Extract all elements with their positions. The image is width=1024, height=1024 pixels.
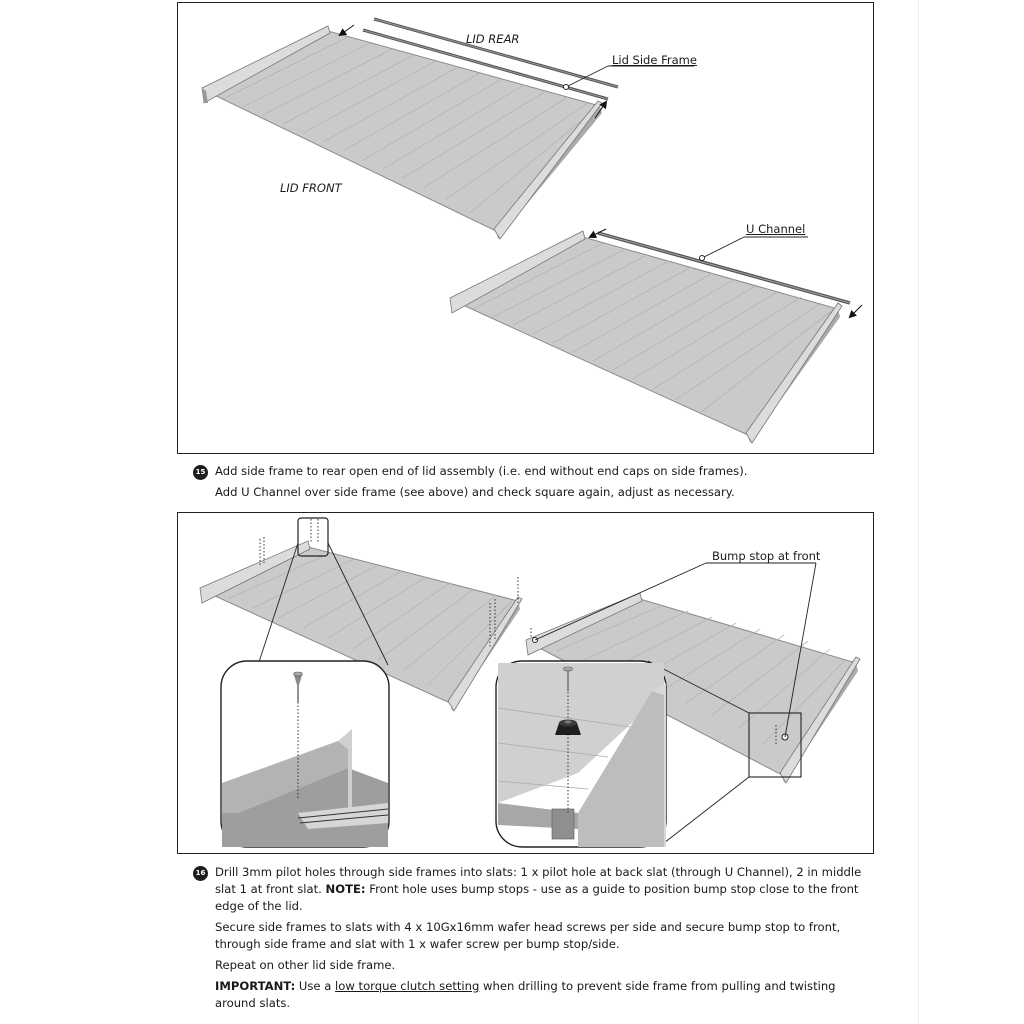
step-number-badge: 16 <box>193 866 208 881</box>
lid-panel-lower <box>450 231 842 443</box>
step-16-illustration <box>177 512 874 854</box>
pilot-hole-drawing <box>178 513 873 853</box>
step-16-p4-text: Use a <box>295 979 336 993</box>
clutch-setting-underlined: low torque clutch setting <box>335 979 480 993</box>
step-15-line-2: Add U Channel over side frame (see above) and check square again, adjust as necessary. <box>215 485 735 499</box>
lid-panel-upper <box>202 26 602 239</box>
important-label: IMPORTANT: <box>215 979 296 993</box>
step-15-instructions <box>215 463 895 501</box>
step-16-paragraph-2: Secure side frames to slats with 4 x 10Gx16mm wafer head screws per side and secure bump stop to front, through side frame and slat with 1 x wafer screw per bump stop/side. <box>215 920 841 951</box>
step-15-line-1: Add side frame to rear open end of lid assembly (i.e. end without end caps on side frames). <box>215 464 748 478</box>
note-label: NOTE: <box>325 882 366 896</box>
step-16-paragraph-3: Repeat on other lid side frame. <box>215 958 396 972</box>
page-edge-line <box>918 0 919 1024</box>
step-16-instructions <box>215 864 875 1012</box>
step-16-paragraph-1 <box>215 864 875 915</box>
step-number-badge: 15 <box>193 465 208 480</box>
step-16-paragraph-4 <box>215 978 875 1012</box>
detail-circle-left <box>221 661 389 847</box>
step-16-p4-text-end: when drilling to prevent side frame from pulling and twisting around slats. <box>215 979 836 1010</box>
step-16-p1-note-text: Front hole uses bump stops - use as a guide to position bump stop close to the front edge of the lid. <box>215 882 859 913</box>
label-lid-side-frame: Lid Side Frame <box>612 53 697 67</box>
label-u-channel: U Channel <box>746 222 806 236</box>
label-lid-front: LID FRONT <box>280 181 342 195</box>
step-16-p1-text: Drill 3mm pilot holes through side frames into slats: 1 x pilot hole at back slat (through U Channel), 2 in middle slat 1 at front slat. <box>215 865 862 896</box>
detail-circle-right <box>496 661 666 847</box>
step-15-illustration <box>177 2 874 454</box>
label-bump-stop: Bump stop at front <box>712 549 821 563</box>
label-lid-rear: LID REAR <box>466 32 520 46</box>
